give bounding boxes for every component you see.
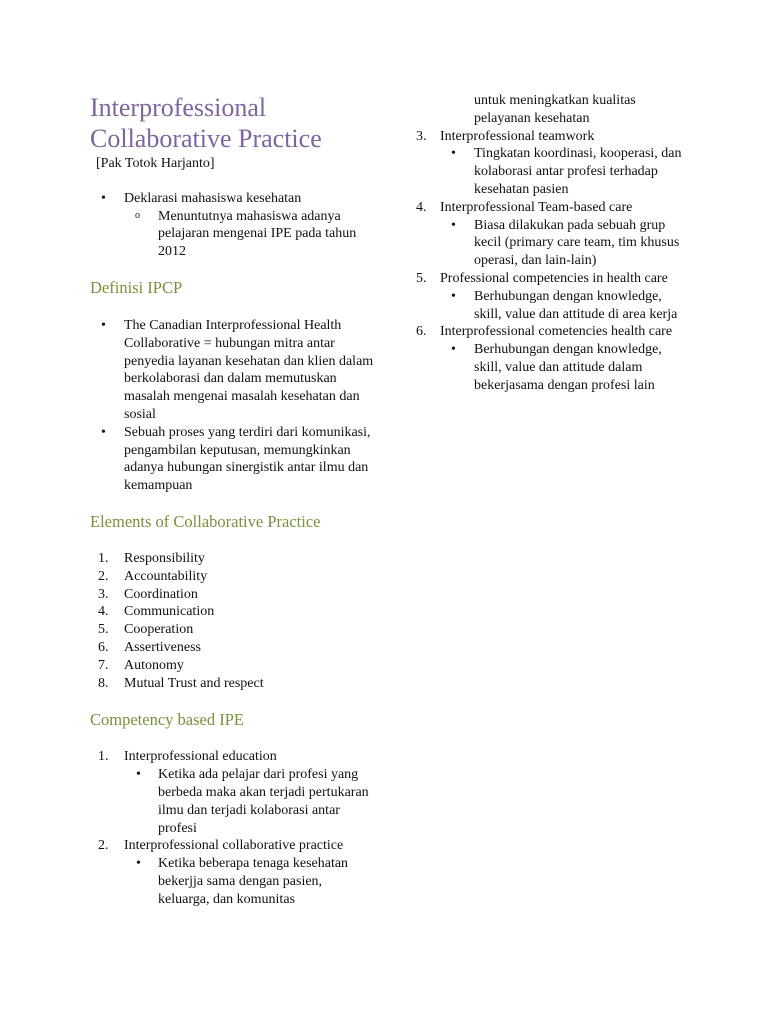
list-number: 6.	[98, 639, 109, 655]
list-item	[90, 837, 375, 855]
bullet-marker: •	[101, 424, 106, 440]
list-number: 2.	[98, 568, 109, 584]
list-number: 7.	[98, 657, 109, 673]
list-item	[90, 675, 375, 693]
competency-subitem-text: Biasa dilakukan pada sebuah grup kecil (primary care team, tim khusus operasi, dan lain-lain)	[474, 217, 680, 269]
competency-label: Interprofessional teamwork	[440, 128, 595, 144]
section-heading-elements: Elements of Collaborative Practice	[90, 511, 321, 531]
definisi-item-text: The Canadian Interprofessional Health Collaborative = hubungan mitra antar penyedia layanan kesehatan dan klien dalam berkolaborasi dan dalam memutuskan masalah mengenai masalah kesehatan dan sosial	[124, 317, 374, 422]
list-item	[416, 128, 686, 146]
list-subitem	[416, 145, 686, 198]
bullet-marker: •	[451, 288, 456, 304]
list-subitem	[416, 217, 686, 270]
bullet-marker: •	[451, 217, 456, 233]
list-subitem	[90, 766, 375, 837]
competency-subitem-text: Berhubungan dengan knowledge, skill, value dan attitude di area kerja	[474, 288, 678, 322]
list-item	[90, 639, 375, 657]
competency-label: Interprofessional education	[124, 749, 277, 765]
element-label: Mutual Trust and respect	[124, 675, 264, 691]
list-item	[416, 199, 686, 217]
list-subitem	[416, 288, 686, 324]
element-label: Assertiveness	[124, 639, 201, 655]
list-number: 1.	[98, 550, 109, 566]
competency-label: Professional competencies in health care	[440, 270, 668, 286]
sub-bullet-marker: o	[135, 209, 140, 221]
competency-subitem-text: Ketika beberapa tenaga kesehatan bekerjja sama dengan pasien, keluarga, dan komunitas	[158, 856, 349, 907]
element-label: Autonomy	[124, 657, 184, 673]
list-number: 3.	[416, 128, 427, 144]
elements-list	[90, 550, 375, 692]
list-subitem	[90, 208, 375, 261]
document-author: [Pak Totok Harjanto]	[96, 156, 215, 171]
list-item	[90, 424, 375, 495]
list-item	[90, 603, 375, 621]
list-number: 5.	[98, 622, 109, 638]
bullet-marker: •	[136, 856, 141, 872]
list-item	[416, 323, 686, 341]
element-label: Accountability	[124, 568, 208, 584]
list-number: 2.	[98, 838, 109, 854]
list-item	[90, 550, 375, 568]
list-number: 5.	[416, 270, 427, 286]
list-subitem	[90, 855, 375, 908]
list-number: 4.	[416, 199, 427, 215]
competency-list-right	[416, 128, 686, 395]
list-number: 3.	[98, 586, 109, 602]
element-label: Cooperation	[124, 622, 194, 638]
competency-subitem-text: Tingkatan koordinasi, kooperasi, dan kolaborasi antar profesi terhadap kesehatan pasien	[474, 146, 682, 197]
intro-subitem-text: Menuntutnya mahasiswa adanya pelajaran mengenai IPE pada tahun 2012	[158, 208, 357, 260]
right-column	[416, 92, 686, 395]
list-item	[90, 317, 375, 424]
left-column	[90, 92, 375, 909]
list-item	[90, 748, 375, 766]
element-label: Coordination	[124, 586, 198, 602]
bullet-marker: •	[136, 767, 141, 783]
competency-label: Interprofessional Team-based care	[440, 199, 633, 215]
list-subitem	[416, 341, 686, 394]
section-heading-definisi: Definisi IPCP	[90, 277, 183, 297]
competency-label: Interprofessional collaborative practice	[124, 838, 344, 854]
bullet-marker: •	[451, 342, 456, 358]
list-item	[90, 657, 375, 675]
list-item	[90, 621, 375, 639]
definisi-item-text: Sebuah proses yang terdiri dari komunikasi, pengambilan keputusan, memungkinkan adanya hubungan sinergistik antar ilmu dan kemampuan	[124, 424, 371, 494]
list-item	[90, 190, 375, 208]
competency-subitem-text: Berhubungan dengan knowledge, skill, value dan attitude dalam bekerjasama dengan profesi lain	[474, 342, 662, 393]
list-item	[90, 586, 375, 604]
element-label: Responsibility	[124, 550, 205, 566]
competency-label: Interprofessional cometencies health care	[440, 324, 673, 340]
document-title: Interprofessional Collaborative Practice	[90, 93, 322, 153]
list-number: 6.	[416, 324, 427, 340]
definisi-list	[90, 317, 375, 495]
competency-subitem-text: Ketika ada pelajar dari profesi yang berbeda maka akan terjadi pertukaran ilmu dan terjadi kolaborasi antar profesi	[158, 767, 369, 836]
bullet-marker: •	[451, 146, 456, 162]
bullet-marker: •	[101, 317, 106, 333]
list-number: 8.	[98, 675, 109, 691]
list-item	[416, 270, 686, 288]
element-label: Communication	[124, 604, 215, 620]
bullet-marker: •	[101, 190, 106, 206]
list-item	[90, 568, 375, 586]
continued-subitem-text: untuk meningkatkan kualitas pelayanan kesehatan	[474, 93, 636, 126]
intro-list	[90, 190, 375, 261]
section-heading-competency: Competency based IPE	[90, 710, 244, 730]
competency-list-left	[90, 748, 375, 908]
list-number: 4.	[98, 604, 109, 620]
list-number: 1.	[98, 749, 109, 765]
intro-item-text: Deklarasi mahasiswa kesehatan	[124, 190, 302, 206]
